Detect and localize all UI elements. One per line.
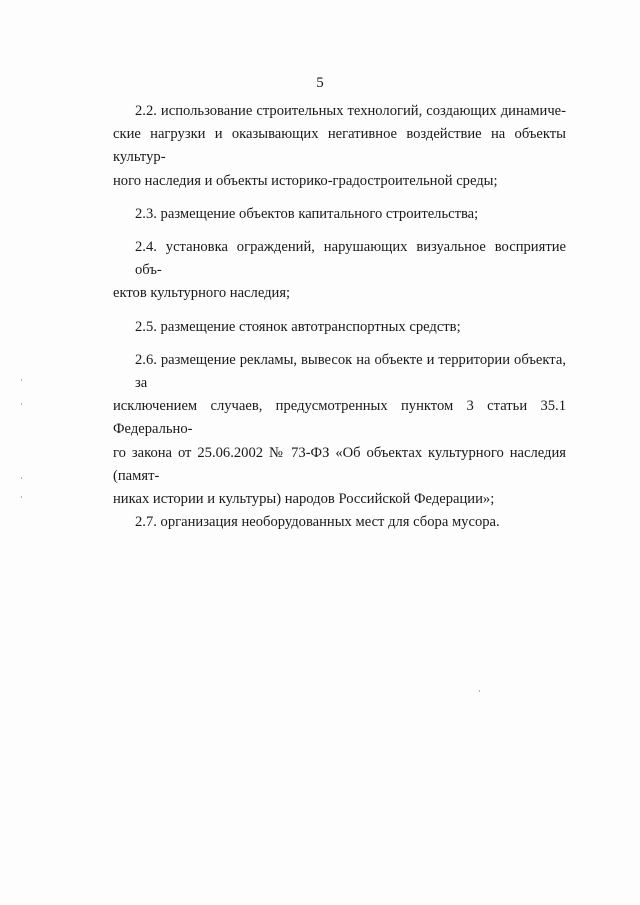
- paragraph-2-2: [113, 100, 566, 193]
- paragraph-line: 2.4. установка ограждений, нарушающих визуальное восприятие объ-: [135, 239, 566, 279]
- paragraph-2-3: [113, 203, 566, 226]
- paragraph-2-5: [113, 316, 566, 339]
- scan-speck: ·: [20, 493, 23, 502]
- paragraph-2-7: [113, 511, 566, 534]
- paragraph-line: ские нагрузки и оказывающих негативное воздействие на объекты культур-: [113, 126, 566, 166]
- paragraph-2-6: [113, 349, 566, 511]
- document-body: [113, 100, 566, 534]
- paragraph-line: 2.7. организация необорудованных мест для сбора мусора.: [135, 514, 500, 531]
- scan-speck: ·: [478, 687, 481, 696]
- paragraph-line: ного наследия и объекты историко-градостроительной среды;: [113, 172, 498, 189]
- paragraph-line: 2.2. использование строительных технологий, создающих динамиче-: [135, 103, 566, 119]
- scan-speck: ·: [20, 400, 23, 409]
- scan-speck: ·: [20, 376, 23, 385]
- paragraph-line: исключением случаев, предусмотренных пунктом 3 статьи 35.1 Федерально-: [113, 398, 566, 438]
- page-number: 5: [316, 75, 324, 91]
- scan-speck: ·: [20, 474, 23, 483]
- paragraph-line: го закона от 25.06.2002 № 73-ФЗ «Об объектах культурного наследия (памят-: [113, 444, 566, 484]
- paragraph-line: ектов культурного наследия;: [113, 285, 291, 302]
- paragraph-line: 2.6. размещение рекламы, вывесок на объекте и территории объекта, за: [135, 351, 566, 392]
- paragraph-line: никах истории и культуры) народов Российской Федерации»;: [113, 491, 495, 508]
- paragraph-line: 2.5. размещение стоянок автотранспортных средств;: [135, 318, 461, 335]
- paragraph-2-4: [113, 236, 566, 306]
- paragraph-line: 2.3. размещение объектов капитального строительства;: [135, 205, 479, 222]
